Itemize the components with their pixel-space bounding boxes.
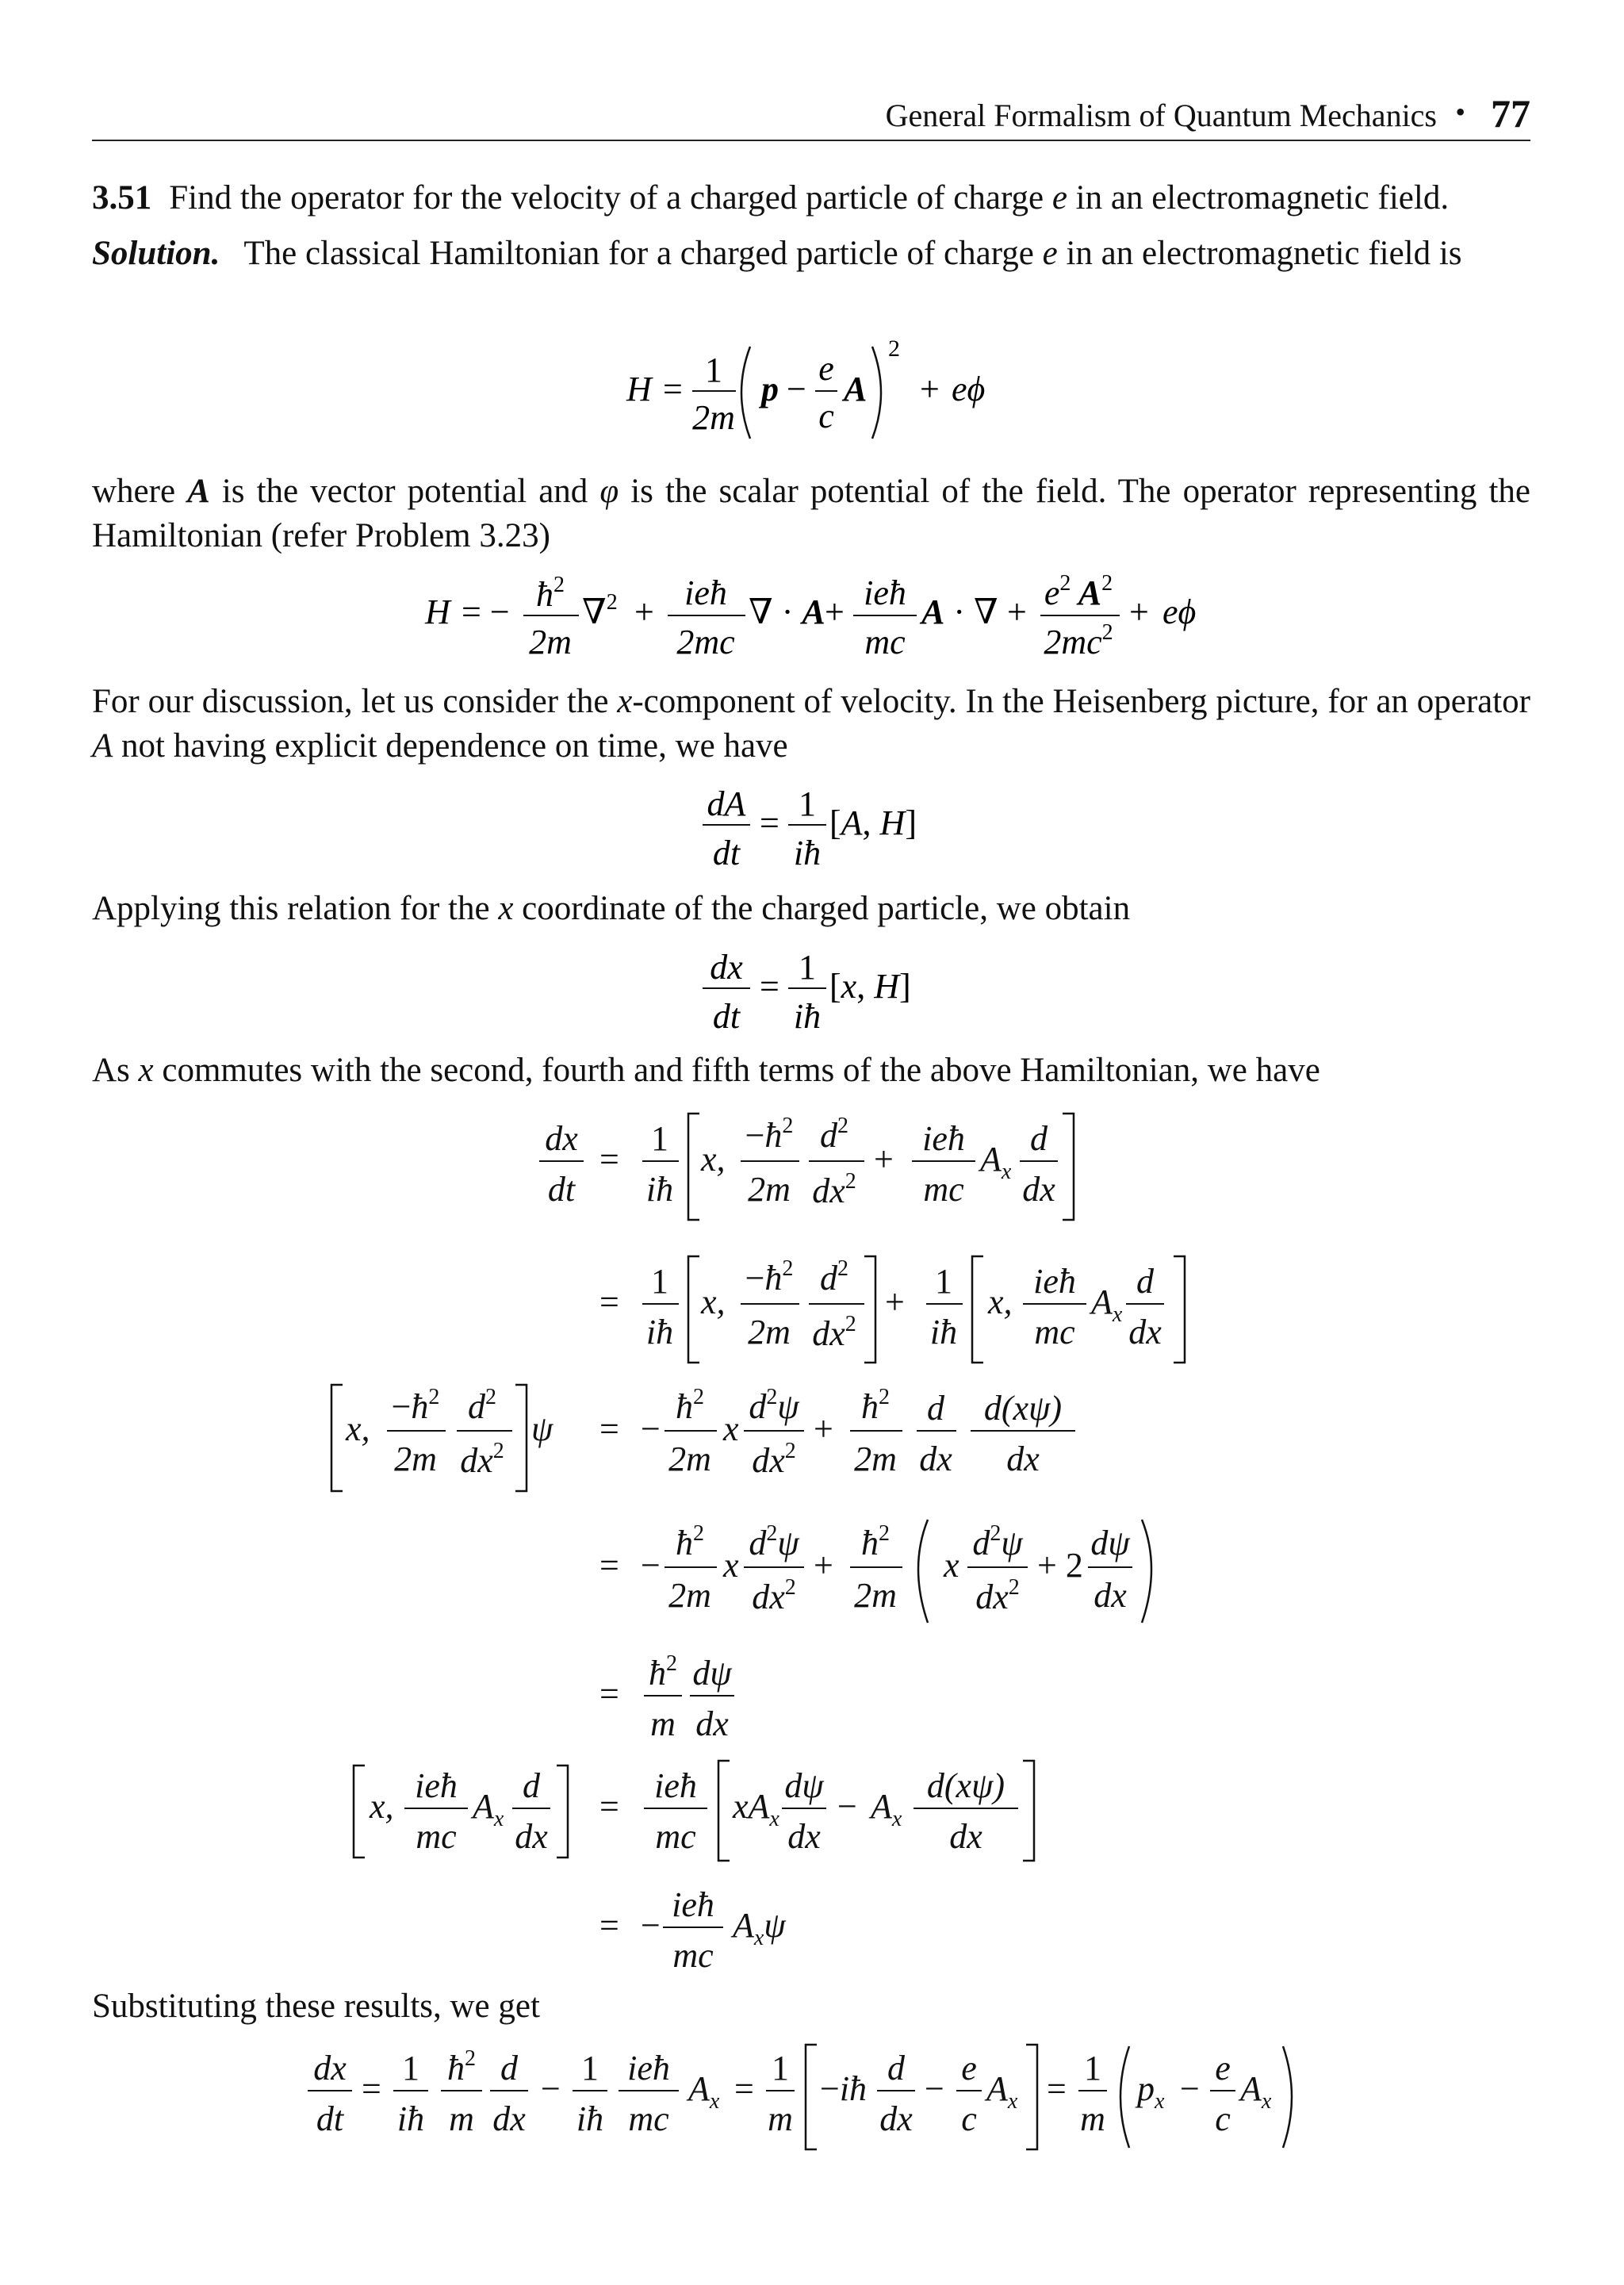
svg-text:dψ: dψ xyxy=(1090,1524,1130,1562)
svg-text:d2: $d^2$ xyxy=(820,1114,848,1155)
problem-number: 3.51 xyxy=(92,179,152,217)
svg-text:ħ2: $ħ^2$ xyxy=(861,1385,890,1426)
running-header xyxy=(92,91,1530,141)
svg-text:+: + xyxy=(1007,592,1027,631)
equation-heisenberg xyxy=(698,777,952,880)
svg-text:[x, H]: [x, H] xyxy=(829,967,911,1006)
svg-text:−: − xyxy=(641,1546,661,1585)
svg-text:1: 1 xyxy=(651,1262,668,1301)
svg-text:mc: mc xyxy=(655,1817,696,1856)
svg-text:2mc2: $2mc^2$ xyxy=(1044,620,1113,661)
svg-text:=: = xyxy=(599,1140,619,1179)
svg-text:d: d xyxy=(1030,1119,1048,1158)
svg-text:2m: 2m xyxy=(529,623,572,661)
solution-intro: Solution. The classical Hamiltonian for a charged particle of charge e in an electromagnetic field is xyxy=(92,235,1462,272)
svg-text:d: d xyxy=(500,2049,518,2088)
svg-text:−ħ2: $-ħ^2$ xyxy=(391,1385,440,1426)
svg-text:x: x xyxy=(723,1546,739,1585)
svg-text:m: m xyxy=(650,1704,676,1743)
svg-text:e: e xyxy=(818,349,834,388)
svg-text:2m: 2m xyxy=(394,1440,437,1478)
svg-text:−ħ2: $-ħ^2$ xyxy=(745,1256,794,1298)
svg-text:mc: mc xyxy=(923,1170,964,1209)
svg-text:x: x xyxy=(944,1546,959,1585)
svg-text:ieħ: ieħ xyxy=(864,573,906,612)
svg-text:2mc: 2mc xyxy=(676,623,735,661)
svg-text:ψ: ψ xyxy=(531,1409,553,1448)
svg-text:m: m xyxy=(768,2099,793,2138)
svg-text:eϕ: eϕ xyxy=(1162,592,1197,631)
svg-text:dA: dA xyxy=(707,784,746,823)
svg-text:iħ: iħ xyxy=(645,1313,674,1351)
svg-text:dx: dx xyxy=(1006,1440,1040,1478)
svg-text:1: 1 xyxy=(799,948,816,987)
svg-text:1: 1 xyxy=(772,2049,789,2088)
discussion-paragraph: For our discussion, let us consider the x-component of velocity. In the Heisenberg picture, for an operator A not having explicit dependence on time, we have xyxy=(92,683,1530,765)
svg-text:dx: dx xyxy=(949,1817,982,1856)
svg-text:m: m xyxy=(1080,2099,1105,2138)
svg-text:xAx: $xA_x$ xyxy=(733,1787,779,1831)
svg-text:x,: x, xyxy=(701,1140,726,1179)
svg-text:1: 1 xyxy=(402,2049,419,2088)
equation-final-velocity xyxy=(293,2038,1340,2157)
svg-text:d: d xyxy=(523,1766,540,1805)
svg-text:c: c xyxy=(961,2099,977,2138)
svg-text:−: − xyxy=(641,1906,661,1945)
equation-hamiltonian-operator xyxy=(412,565,1237,676)
svg-text:x,: x, xyxy=(346,1409,370,1448)
svg-text:dψ: dψ xyxy=(784,1766,824,1805)
svg-text:d2ψ: $d^2\psi$ xyxy=(972,1521,1023,1562)
svg-text:H: H xyxy=(626,370,652,408)
svg-text:mc: mc xyxy=(864,623,906,661)
derivation-row-7 xyxy=(599,1885,786,1975)
equation-classical-hamiltonian xyxy=(603,329,1031,448)
svg-text:=: = xyxy=(362,2069,381,2108)
svg-text:+ 2: + 2 xyxy=(1037,1546,1083,1585)
svg-text:1: 1 xyxy=(935,1262,952,1301)
svg-text:ieħ: ieħ xyxy=(922,1119,965,1158)
svg-text:dx: dx xyxy=(695,1704,729,1743)
running-title: General Formalism of Quantum Mechanics xyxy=(885,98,1437,133)
equation-dx-dt xyxy=(698,941,952,1044)
svg-text:dt: dt xyxy=(712,834,741,872)
svg-text:dx: dx xyxy=(919,1440,952,1478)
svg-text:iħ: iħ xyxy=(929,1313,958,1351)
svg-text:mc: mc xyxy=(416,1817,457,1856)
svg-text:−: − xyxy=(925,2069,944,2108)
svg-text:e2 A2: $e^2$ $A^2$ xyxy=(1044,571,1113,612)
svg-text:ħ2: $ħ^2$ xyxy=(676,1521,704,1562)
svg-text:2m: 2m xyxy=(692,398,735,437)
svg-text:d2: $d^2$ xyxy=(468,1385,496,1426)
svg-text:d2ψ: $d^2\psi$ xyxy=(749,1521,799,1562)
svg-text:ieħ: ieħ xyxy=(627,2049,670,2088)
svg-text:e: e xyxy=(961,2049,977,2088)
svg-text:mc: mc xyxy=(1034,1313,1075,1351)
svg-text:d2: $d^2$ xyxy=(820,1256,848,1298)
svg-text:=: = xyxy=(760,803,779,842)
svg-text:∇ · A: ∇ · A xyxy=(749,592,825,631)
svg-text:ieħ: ieħ xyxy=(1033,1262,1076,1301)
svg-text:dx2: $dx^2$ xyxy=(975,1575,1020,1616)
svg-text:+: + xyxy=(920,370,940,408)
svg-text:∇2: ∇$^2$ xyxy=(582,590,618,631)
svg-text:+: + xyxy=(814,1409,833,1448)
svg-text:iħ: iħ xyxy=(793,997,822,1036)
svg-text:H: H xyxy=(425,592,450,631)
svg-text:iħ: iħ xyxy=(576,2099,604,2138)
svg-text:dx: dx xyxy=(313,2049,347,2088)
svg-text:d(xψ): d(xψ) xyxy=(926,1766,1005,1805)
svg-text:−: − xyxy=(787,370,806,408)
svg-text:mc: mc xyxy=(628,2099,669,2138)
svg-text:Ax: $A_x$ xyxy=(1091,1282,1123,1327)
svg-text:Ax: $A_x$ xyxy=(688,2069,720,2114)
svg-text:2m: 2m xyxy=(748,1313,791,1351)
svg-text:+: + xyxy=(825,592,845,631)
svg-text:x: x xyxy=(723,1409,739,1448)
svg-text:dx: dx xyxy=(515,1817,548,1856)
svg-text:=: = xyxy=(760,967,779,1006)
problem-statement: 3.51 Find the operator for the velocity of a charged particle of charge e in an electromagnetic field. xyxy=(92,179,1450,217)
svg-text:1: 1 xyxy=(705,351,722,389)
svg-text:=: = xyxy=(599,1906,619,1945)
svg-text:mc: mc xyxy=(672,1936,714,1975)
svg-text:=: = xyxy=(663,370,683,408)
svg-text:c: c xyxy=(818,397,834,435)
svg-text:dt: dt xyxy=(712,997,741,1036)
svg-text:2m: 2m xyxy=(854,1576,897,1615)
svg-text:dx2: $dx^2$ xyxy=(752,1575,796,1616)
svg-text:ieħ: ieħ xyxy=(672,1885,714,1924)
derivation-block xyxy=(317,1102,1229,1991)
svg-text:Ax: $A_x$ xyxy=(980,1140,1012,1184)
svg-text:=: = xyxy=(599,1546,619,1585)
svg-text:ħ2: $ħ^2$ xyxy=(649,1651,677,1693)
svg-text:ħ2: $ħ^2$ xyxy=(676,1385,704,1426)
svg-text:ieħ: ieħ xyxy=(684,573,727,612)
svg-text:=: = xyxy=(734,2069,754,2108)
svg-text:2: 2 xyxy=(888,335,900,362)
svg-text:d: d xyxy=(1136,1262,1154,1301)
svg-text:dx: dx xyxy=(545,1119,578,1158)
svg-text:+: + xyxy=(885,1282,905,1321)
svg-text:=: = xyxy=(599,1674,619,1713)
svg-text:Ax: $A_x$ xyxy=(871,1787,902,1831)
applying-paragraph: Applying this relation for the x coordinate of the charged particle, we obtain xyxy=(92,890,1131,927)
svg-text:iħ: iħ xyxy=(793,834,822,872)
svg-text:= −: = − xyxy=(462,592,510,631)
svg-text:ieħ: ieħ xyxy=(654,1766,697,1805)
svg-text:dx: dx xyxy=(1128,1313,1162,1351)
svg-text:dx: dx xyxy=(1094,1576,1127,1615)
svg-text:1: 1 xyxy=(581,2049,599,2088)
svg-text:−: − xyxy=(1180,2069,1200,2108)
svg-text:+: + xyxy=(634,592,654,631)
derivation-row-6 xyxy=(354,1761,1034,1861)
page-number: 77 xyxy=(1491,91,1530,136)
derivation-row-2 xyxy=(599,1256,1185,1363)
svg-text:d(xψ): d(xψ) xyxy=(983,1389,1063,1428)
svg-text:iħ: iħ xyxy=(645,1170,674,1209)
svg-text:1: 1 xyxy=(799,784,816,823)
svg-text:ħ2: $ħ^2$ xyxy=(861,1521,890,1562)
svg-text:dx: dx xyxy=(1022,1170,1055,1209)
svg-text:x,: x, xyxy=(701,1282,726,1321)
derivation-row-3 xyxy=(331,1385,1075,1491)
svg-text:ħ2: $ħ^2$ xyxy=(447,2046,476,2088)
svg-text:ieħ: ieħ xyxy=(415,1766,458,1805)
where-paragraph: where A is the vector potential and φ is the scalar potential of the field. The operator representing the Hamiltonian (refer Problem 3.23) xyxy=(92,473,1530,554)
svg-text:d2ψ: $d^2\psi$ xyxy=(749,1385,799,1426)
svg-text:ħ2: $ħ^2$ xyxy=(536,573,565,614)
svg-text:Axψ: $A_x\psi$ xyxy=(733,1906,786,1950)
svg-text:c: c xyxy=(1215,2099,1231,2138)
svg-text:−: − xyxy=(541,2069,561,2108)
svg-text:dx2: $dx^2$ xyxy=(460,1439,504,1480)
svg-text:Ax: $A_x$ xyxy=(986,2069,1018,2114)
svg-text:dx2: $dx^2$ xyxy=(812,1312,856,1353)
svg-text:x,: x, xyxy=(988,1282,1013,1321)
svg-text:=: = xyxy=(599,1409,619,1448)
svg-text:−: − xyxy=(837,1787,857,1826)
svg-text:dx: dx xyxy=(879,2099,913,2138)
svg-text:px: $p_x$ xyxy=(1137,2069,1165,2114)
commutes-paragraph: As x commutes with the second, fourth and fifth terms of the above Hamiltonian, we have xyxy=(92,1052,1320,1089)
derivation-row-1 xyxy=(539,1114,1074,1220)
solution-label: Solution. xyxy=(92,235,220,272)
svg-text:=: = xyxy=(599,1282,619,1321)
derivation-row-5 xyxy=(599,1651,734,1743)
svg-text:e: e xyxy=(1215,2049,1231,2088)
header-bullet: • xyxy=(1455,96,1465,128)
svg-text:−ħ2: $-ħ^2$ xyxy=(745,1114,794,1155)
svg-text:+: + xyxy=(1129,592,1149,631)
svg-text:iħ: iħ xyxy=(396,2099,425,2138)
svg-text:=: = xyxy=(1047,2069,1067,2108)
svg-text:dψ: dψ xyxy=(692,1654,732,1693)
svg-text:dx: dx xyxy=(787,1817,821,1856)
svg-text:2m: 2m xyxy=(668,1440,711,1478)
svg-text:d: d xyxy=(887,2049,905,2088)
svg-text:1: 1 xyxy=(651,1119,668,1158)
svg-text:2m: 2m xyxy=(854,1440,897,1478)
svg-text:m: m xyxy=(449,2099,474,2138)
svg-text:x,: x, xyxy=(370,1787,394,1826)
substituting-paragraph: Substituting these results, we get xyxy=(92,1988,540,2025)
svg-text:−: − xyxy=(641,1409,661,1448)
svg-text:1: 1 xyxy=(1084,2049,1101,2088)
svg-text:p: p xyxy=(761,370,779,408)
svg-text:+: + xyxy=(874,1140,894,1179)
svg-text:2m: 2m xyxy=(668,1576,711,1615)
svg-text:−iħ: −iħ xyxy=(820,2069,868,2108)
svg-text:dx: dx xyxy=(492,2099,526,2138)
svg-text:d: d xyxy=(927,1389,944,1428)
svg-text:A: A xyxy=(844,370,868,408)
derivation-row-4 xyxy=(599,1520,1151,1623)
svg-text:dx2: $dx^2$ xyxy=(812,1169,856,1210)
svg-text:Ax: $A_x$ xyxy=(1240,2069,1272,2114)
svg-text:Ax: $A_x$ xyxy=(473,1787,504,1831)
svg-text:=: = xyxy=(599,1787,619,1826)
svg-text:[A, H]: [A, H] xyxy=(829,803,917,842)
svg-text:dt: dt xyxy=(547,1170,576,1209)
svg-text:dx2: $dx^2$ xyxy=(752,1439,796,1480)
svg-text:2m: 2m xyxy=(748,1170,791,1209)
svg-text:dt: dt xyxy=(316,2099,344,2138)
svg-text:+: + xyxy=(814,1546,833,1585)
svg-text:dx: dx xyxy=(710,948,743,987)
svg-text:A · ∇: A · ∇ xyxy=(921,592,998,631)
svg-text:eϕ: eϕ xyxy=(952,370,986,408)
